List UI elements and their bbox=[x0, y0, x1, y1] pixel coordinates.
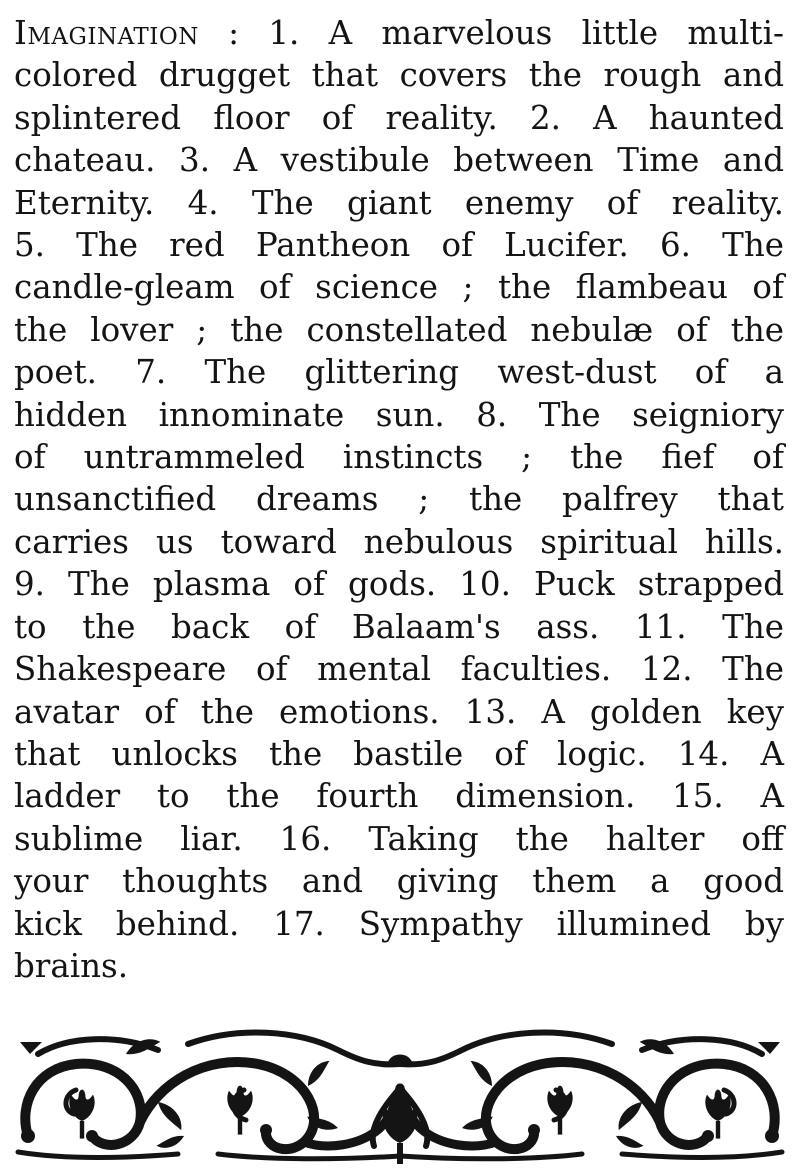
entry-line: that unlocks the bastile of logic. 14. A bbox=[14, 734, 784, 773]
entry-line: splintered floor of reality. 2. A haunted bbox=[14, 98, 784, 137]
entry-line: brains. bbox=[14, 946, 129, 985]
entry-line: kick behind. 17. Sympathy illumined by bbox=[14, 904, 784, 943]
entry-line-text: : 1. A marvelous little multi- bbox=[198, 14, 784, 52]
entry-line: sublime liar. 16. Taking the halter off bbox=[14, 819, 784, 858]
entry-line: the lover ; the constellated nebulæ of the bbox=[14, 310, 784, 349]
entry-line: hidden innominate sun. 8. The seigniory bbox=[14, 395, 784, 434]
dictionary-entry bbox=[14, 12, 784, 987]
entry-line: Eternity. 4. The giant enemy of reality. bbox=[14, 183, 784, 222]
entry-line: 9. The plasma of gods. 10. Puck strapped bbox=[14, 565, 784, 604]
floral-scroll-ornament-icon bbox=[8, 1024, 792, 1164]
entry-line: avatar of the emotions. 13. A golden key bbox=[14, 692, 784, 731]
entry-line: Shakespeare of mental faculties. 12. The bbox=[14, 650, 784, 689]
entry-line: of untrammeled instincts ; the fief of bbox=[14, 438, 784, 477]
entry-line: poet. 7. The glittering west-dust of a bbox=[14, 353, 784, 392]
entry-line: carries us toward nebulous spiritual hills. bbox=[14, 522, 784, 561]
entry-line: to the back of Balaam's ass. 11. The bbox=[14, 607, 784, 646]
entry-line: colored drugget that covers the rough and bbox=[14, 56, 784, 95]
entry-line: ladder to the fourth dimension. 15. A bbox=[14, 777, 784, 816]
entry-line: your thoughts and giving them a good bbox=[14, 862, 784, 901]
entry-line bbox=[14, 12, 784, 54]
entry-headword: Imagination bbox=[14, 14, 199, 52]
entry-line: chateau. 3. A vestibule between Time and bbox=[14, 141, 784, 180]
entry-line: unsanctified dreams ; the palfrey that bbox=[14, 480, 784, 519]
entry-line: 5. The red Pantheon of Lucifer. 6. The bbox=[14, 226, 784, 265]
entry-line: candle-gleam of science ; the flambeau of bbox=[14, 268, 784, 307]
